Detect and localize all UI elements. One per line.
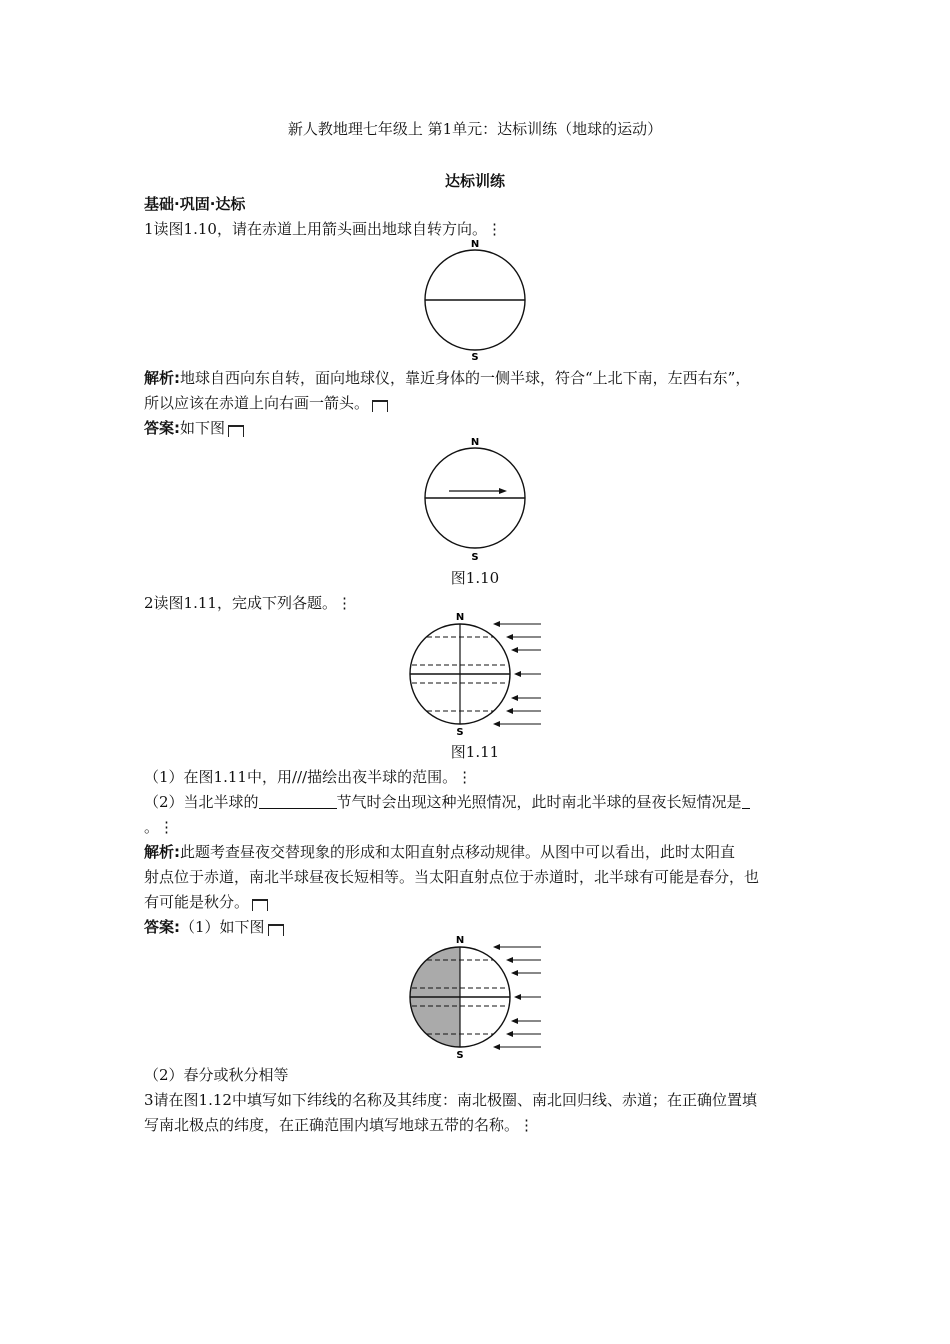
globe-figure-1-10-blank	[415, 236, 535, 364]
q3-line-2: 写南北极点的纬度，在正确范围内填写地球五带的名称。⋮	[144, 1116, 535, 1134]
north-label: N	[470, 239, 480, 250]
q1-analysis-line-1	[144, 367, 750, 389]
q2-sub1: （1）在图1.11中，用///描绘出夜半球的范围。⋮	[144, 768, 473, 786]
q2-analysis-line-3	[144, 891, 268, 913]
q2-question: 2读图1.11，完成下列各题。⋮	[144, 594, 352, 612]
q2-analysis-line-2: 射点位于赤道，南北半球昼夜长短相等。当太阳直射点位于赤道时，北半球有可能是春分，也	[144, 868, 760, 886]
north-label: N	[455, 612, 465, 623]
editor-mark-icon	[372, 400, 388, 412]
answer-label: 答案:	[144, 918, 180, 936]
globe-figure-1-11	[405, 610, 545, 738]
north-label: N	[455, 935, 465, 946]
editor-mark-icon	[228, 425, 244, 437]
answer-label: 答案:	[144, 419, 180, 437]
globe-figure-1-11-answer	[405, 933, 545, 1061]
north-label: N	[470, 437, 480, 448]
q1-question: 1读图1.10，请在赤道上用箭头画出地球自转方向。⋮	[144, 220, 502, 238]
analysis-label: 解析:	[144, 369, 180, 387]
q1-analysis-text-2: 所以应该在赤道上向右画一箭头。	[144, 394, 370, 412]
q2-analysis-text-3: 有可能是秋分。	[144, 893, 250, 911]
section-title: 达标训练	[444, 172, 505, 190]
sub-heading: 基础·巩固·达标	[144, 195, 246, 213]
q1-analysis-text-1: 地球自西向东自转，面向地球仪，靠近身体的一侧半球，符合“上北下南，左西右东”，	[180, 369, 751, 387]
editor-mark-icon	[268, 924, 284, 936]
south-label: S	[456, 1050, 464, 1061]
q2-sub2-text-a: （2）当北半球的	[144, 793, 259, 811]
figure-caption-1-11: 图1.11	[450, 743, 500, 761]
q2-sub2-end: 。⋮	[144, 818, 175, 836]
answer-blank-2[interactable]	[742, 792, 750, 809]
editor-mark-icon	[252, 899, 268, 911]
arrow-head-icon	[499, 488, 507, 494]
q3-line-1: 3请在图1.12中填写如下纬线的名称及其纬度：南北极圈、南北回归线、赤道；在正确位置填	[144, 1091, 757, 1109]
q2-analysis-text-1: 此题考查昼夜交替现象的形成和太阳直射点移动规律。从图中可以看出，此时太阳直	[180, 843, 736, 861]
south-label: S	[471, 352, 479, 363]
q2-answer-text: （1）如下图	[180, 918, 265, 936]
q2-answer-2: （2）春分或秋分相等	[144, 1066, 289, 1084]
q2-analysis-line-1	[144, 841, 735, 863]
document-title: 新人教地理七年级上 第1单元：达标训练（地球的运动）	[287, 120, 663, 138]
q1-answer-line	[144, 417, 244, 439]
south-label: S	[471, 552, 479, 563]
q2-sub2-text-b: 节气时会出现这种光照情况，此时南北半球的昼夜长短情况是	[336, 793, 742, 811]
q1-answer-text: 如下图	[180, 419, 226, 437]
globe-figure-1-10-answer	[415, 434, 535, 564]
q1-analysis-line-2	[144, 392, 388, 414]
figure-caption-1-10: 图1.10	[450, 569, 500, 587]
q2-answer-line	[144, 916, 284, 938]
analysis-label: 解析:	[144, 843, 180, 861]
south-label: S	[456, 727, 464, 738]
q2-sub2-line	[144, 791, 750, 813]
answer-blank-1[interactable]	[259, 792, 337, 809]
